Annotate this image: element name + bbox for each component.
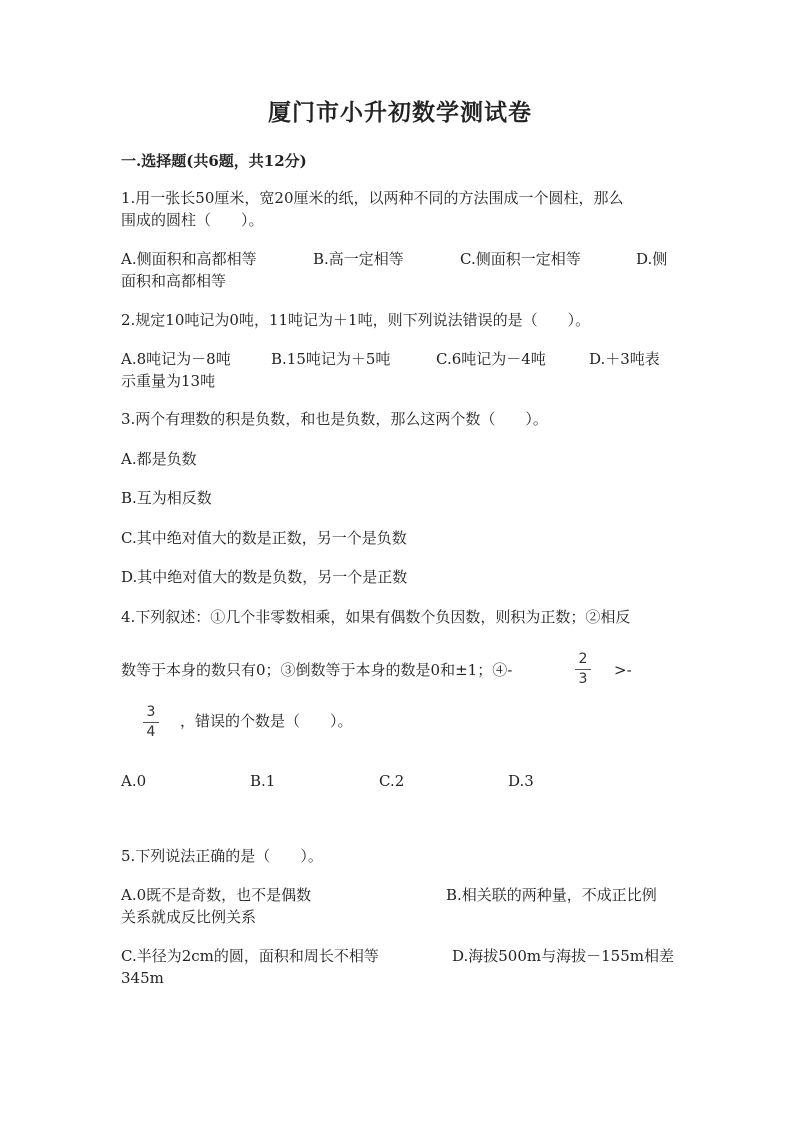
q3-option-c: C.其中绝对值大的数是正数，另一个是负数 xyxy=(121,529,407,547)
q2-option-c: C.6吨记为－4吨 xyxy=(436,350,546,368)
page-title: 厦门市小升初数学测试卷 xyxy=(268,99,532,126)
q4-stem-line1: 4.下列叙述：①几个非零数相乘，如果有偶数个负因数，则积为正数；②相反 xyxy=(121,608,631,626)
q1-option-a: A.侧面积和高都相等 xyxy=(121,250,257,268)
q1-option-d: D.侧 xyxy=(636,250,668,268)
q5-option-a: A.0既不是奇数，也不是偶数 xyxy=(121,886,312,904)
q1-option-d-continued: 面积和高都相等 xyxy=(121,272,227,290)
q1-option-c: C.侧面积一定相等 xyxy=(460,250,581,268)
q4-stem-line3: ，错误的个数是（ ）。 xyxy=(180,712,353,730)
q3-option-a: A.都是负数 xyxy=(121,450,197,468)
fraction-bar xyxy=(575,669,591,670)
q1-stem-line2: 围成的圆柱（ ）。 xyxy=(121,211,264,229)
q2-stem: 2.规定10吨记为0吨，11吨记为＋1吨，则下列说法错误的是（ ）。 xyxy=(121,311,591,329)
q1-option-b: B.高一定相等 xyxy=(313,250,404,268)
q2-option-a: A.8吨记为－8吨 xyxy=(121,350,231,368)
q4-option-c: C.2 xyxy=(379,772,405,790)
q4-fraction-two-thirds xyxy=(573,652,593,687)
fraction-denominator: 3 xyxy=(578,671,588,687)
fraction-denominator: 4 xyxy=(146,724,156,740)
q5-option-b-continued: 关系就成反比例关系 xyxy=(121,908,257,926)
fraction-numerator: 3 xyxy=(146,704,156,720)
section-heading: 一.选择题(共6题，共12分) xyxy=(121,152,307,170)
fraction-bar xyxy=(143,722,159,723)
q2-option-d-continued: 示重量为13吨 xyxy=(121,372,216,390)
q4-option-d: D.3 xyxy=(508,772,534,790)
q5-option-d: D.海拔500m与海拔－155m相差 xyxy=(452,947,674,965)
q4-fraction-three-quarters xyxy=(141,705,161,740)
q3-option-d: D.其中绝对值大的数是负数，另一个是正数 xyxy=(121,568,408,586)
q5-stem: 5.下列说法正确的是（ ）。 xyxy=(121,847,323,865)
q3-stem: 3.两个有理数的积是负数，和也是负数，那么这两个数（ ）。 xyxy=(121,410,548,428)
q1-stem-line1: 1.用一张长50厘米，宽20厘米的纸，以两种不同的方法围成一个圆柱，那么 xyxy=(121,189,624,207)
q3-option-b: B.互为相反数 xyxy=(121,489,212,507)
q4-greater-than: >- xyxy=(614,661,632,679)
fraction-numerator: 2 xyxy=(578,651,588,667)
q4-stem-line2: 数等于本身的数只有0；③倒数等于本身的数是0和±1；④- xyxy=(121,661,513,679)
q5-option-c: C.半径为2cm的圆，面积和周长不相等 xyxy=(121,947,379,965)
q5-option-d-continued: 345m xyxy=(121,969,164,987)
q4-option-b: B.1 xyxy=(250,772,276,790)
q4-option-a: A.0 xyxy=(121,772,147,790)
q2-option-d: D.＋3吨表 xyxy=(589,350,660,368)
q5-option-b: B.相关联的两种量，不成正比例 xyxy=(446,886,657,904)
q2-option-b: B.15吨记为＋5吨 xyxy=(271,350,391,368)
